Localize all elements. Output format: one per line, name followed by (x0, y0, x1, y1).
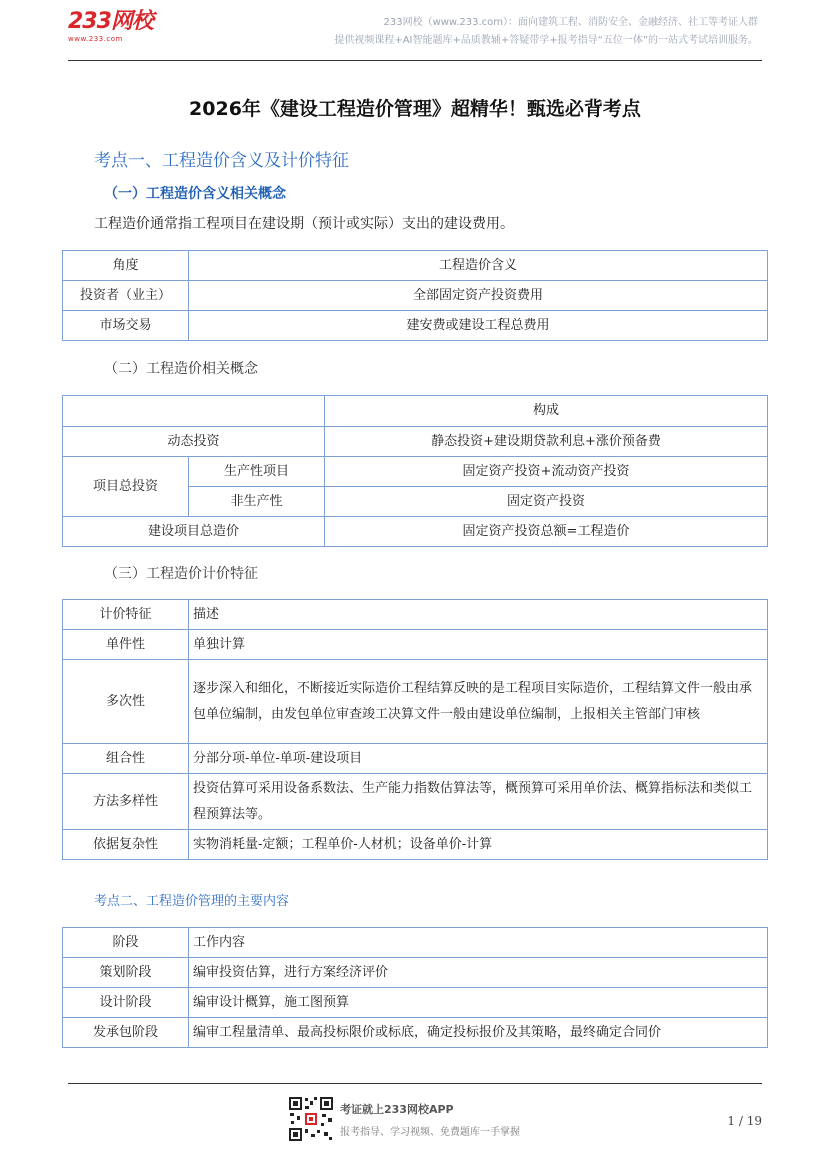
logo-text: 233网校 (68, 9, 153, 34)
table-cell: 建设项目总造价 (63, 517, 325, 547)
table-header-row (63, 396, 768, 427)
table-header-cell: 构成 (325, 396, 768, 427)
table-row (63, 281, 768, 311)
logo-url: www.233.com (68, 35, 123, 43)
cost-meaning-table (62, 250, 768, 341)
table-row (63, 1018, 768, 1048)
table-cell: 策划阶段 (63, 958, 189, 988)
table-cell: 投资估算可采用设备系数法、生产能力指数估算法等，概预算可采用单价法、概算指标法和类似工程预算法等。 (189, 774, 768, 830)
table-header-cell: 角度 (63, 251, 189, 281)
sub2-title: （二）工程造价相关概念 (104, 361, 258, 377)
table-cell: 动态投资 (63, 427, 325, 457)
table-cell: 固定资产投资 (325, 487, 768, 517)
qr-code-icon[interactable] (288, 1096, 334, 1142)
page-header (0, 0, 830, 62)
table-cell: 固定资产投资+流动资产投资 (325, 457, 768, 487)
table-row (63, 630, 768, 660)
header-line-1: 233网校（www.233.com）：面向建筑工程、消防安全、金融经济、社工等考证人群 (383, 17, 758, 28)
table-cell: 非生产性 (189, 487, 325, 517)
table-header-cell-empty (63, 396, 325, 427)
table-cell: 生产性项目 (189, 457, 325, 487)
section2-title: 考点二、工程造价管理的主要内容 (94, 894, 290, 909)
table-header-row (63, 251, 768, 281)
table-header-cell: 描述 (189, 600, 768, 630)
document-title: 2026年《建设工程造价管理》超精华！甄选必背考点 (189, 98, 641, 120)
table-cell: 组合性 (63, 744, 189, 774)
page-number: 1 / 19 (727, 1114, 762, 1128)
table-cell: 分部分项-单位-单项-建设项目 (189, 744, 768, 774)
table-row (63, 988, 768, 1018)
sub3-title: （三）工程造价计价特征 (104, 566, 258, 582)
table-group-cell: 项目总投资 (63, 457, 189, 517)
table-cell: 单独计算 (189, 630, 768, 660)
table-row (63, 517, 768, 547)
table-header-cell: 工作内容 (189, 928, 768, 958)
table-row (63, 744, 768, 774)
table-cell: 单件性 (63, 630, 189, 660)
table-row (63, 774, 768, 830)
table-row (63, 830, 768, 860)
table-cell: 固定资产投资总额=工程造价 (325, 517, 768, 547)
table-cell: 多次性 (63, 660, 189, 744)
management-content-table (62, 927, 768, 1048)
table-row (63, 311, 768, 341)
table-header-cell: 计价特征 (63, 600, 189, 630)
header-line-2: 提供视频课程+AI智能题库+品质教辅+答疑带学+报考指导“五位一体”的一站式考试培训服务。 (334, 35, 758, 46)
footer-app-name: 考证就上233网校APP (340, 1103, 454, 1116)
sub1-paragraph: 工程造价通常指工程项目在建设期（预计或实际）支出的建设费用。 (94, 216, 514, 232)
table-header-row (63, 600, 768, 630)
cost-concepts-table (62, 395, 768, 547)
table-header-cell: 阶段 (63, 928, 189, 958)
table-cell: 建安费或建设工程总费用 (189, 311, 768, 341)
table-cell: 市场交易 (63, 311, 189, 341)
table-row (63, 457, 768, 487)
table-cell: 编审设计概算，施工图预算 (189, 988, 768, 1018)
table-cell: 实物消耗量-定额；工程单价-人材机；设备单价-计算 (189, 830, 768, 860)
table-row (63, 427, 768, 457)
table-cell: 全部固定资产投资费用 (189, 281, 768, 311)
section1-title: 考点一、工程造价含义及计价特征 (94, 151, 349, 171)
table-header-row (63, 928, 768, 958)
table-cell: 发承包阶段 (63, 1018, 189, 1048)
table-cell: 投资者（业主） (63, 281, 189, 311)
table-cell: 逐步深入和细化，不断接近实际造价工程结算反映的是工程项目实际造价，工程结算文件一般由承包单位编制，由发包单位审查竣工决算文件一般由建设单位编制，上报相关主管部门审核 (189, 660, 768, 744)
pricing-features-table (62, 599, 768, 860)
footer-divider (68, 1083, 762, 1084)
logo[interactable] (68, 10, 153, 43)
table-cell: 编审投资估算，进行方案经济评价 (189, 958, 768, 988)
sub1-title: （一）工程造价含义相关概念 (104, 186, 286, 202)
table-cell: 方法多样性 (63, 774, 189, 830)
header-slogan (334, 14, 758, 50)
table-cell: 编审工程量清单、最高投标限价或标底，确定投标报价及其策略，最终确定合同价 (189, 1018, 768, 1048)
table-cell: 静态投资+建设期贷款利息+涨价预备费 (325, 427, 768, 457)
header-divider (68, 60, 762, 61)
table-cell: 依据复杂性 (63, 830, 189, 860)
footer-slogan: 报考指导、学习视频、免费题库一手掌握 (340, 1127, 520, 1138)
table-cell: 设计阶段 (63, 988, 189, 1018)
table-row (63, 958, 768, 988)
table-header-cell: 工程造价含义 (189, 251, 768, 281)
table-row (63, 660, 768, 744)
